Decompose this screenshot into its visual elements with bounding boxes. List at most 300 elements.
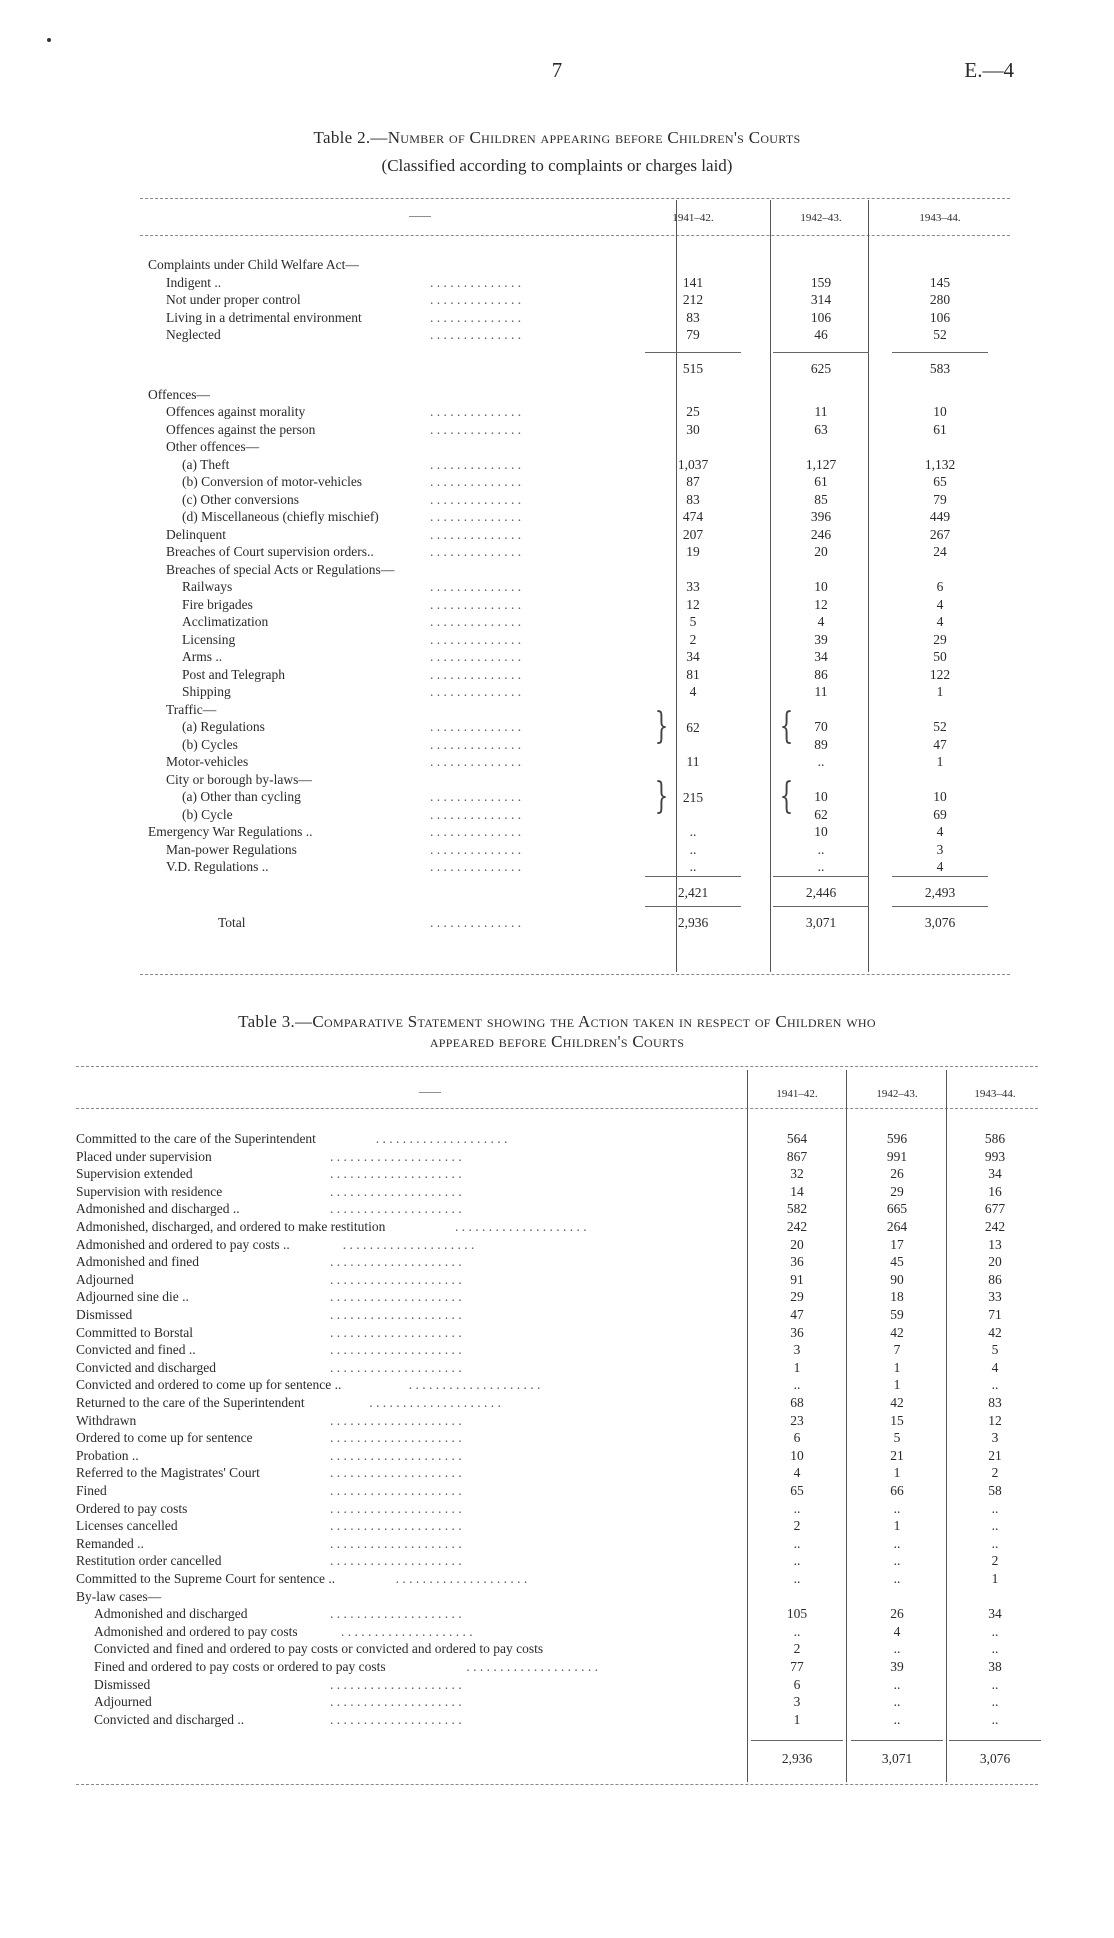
table2-row [148, 456, 1048, 473]
table3-cell: 21 [890, 1447, 904, 1463]
table3-cell: 66 [890, 1483, 904, 1498]
table2-sum-rule [773, 876, 869, 877]
table2-cell: 11 [686, 754, 700, 769]
table3-total-cell: 3,076 [979, 1751, 1011, 1767]
table3-cell: .. [793, 1571, 801, 1586]
table2-row [148, 274, 1048, 291]
table2-row [148, 508, 1048, 525]
table3-cell: 36 [790, 1324, 804, 1340]
table2-cell: 70 [814, 719, 828, 734]
table2-cell: 30 [686, 421, 700, 437]
table2-row-leader: . . . . . . . . . . . . . . [430, 596, 522, 612]
table2-row [148, 561, 1048, 578]
table2-title-prefix: Table 2.— [313, 128, 388, 147]
table3-row-label: Admonished and discharged [94, 1606, 248, 1622]
table3-cell: 23 [790, 1412, 804, 1428]
table2-cell: 4 [936, 614, 944, 629]
page-number: 7 [551, 58, 563, 82]
table2-cell: .. [689, 824, 697, 839]
table2-row-label: (d) Miscellaneous (chiefly mischief) [182, 509, 379, 524]
table3-row-leader: . . . . . . . . . . . . . . . . . . . . [330, 1183, 462, 1199]
table2-row-leader: . . . . . . . . . . . . . . [430, 421, 522, 437]
table3-row-label: Fined [76, 1483, 107, 1498]
table2-row-label: Indigent .. [166, 274, 222, 290]
table3-sum-rule [751, 1740, 843, 1741]
table2-column-header: 1941–42. [672, 212, 714, 224]
table3-row [76, 1130, 1056, 1147]
table3-row-label: Committed to the Supreme Court for sentence .. [76, 1571, 336, 1586]
table2-right-brace: } [654, 706, 669, 747]
table3-cell: 39 [890, 1659, 904, 1674]
table2-row [148, 309, 1048, 326]
table3-cell: 6 [793, 1430, 801, 1446]
table2-title [0, 128, 1114, 148]
table3-cell: 29 [890, 1183, 904, 1199]
table3-cell: .. [893, 1553, 901, 1569]
table2-row-leader: . . . . . . . . . . . . . . [430, 631, 522, 647]
table3-cell: 1 [991, 1571, 999, 1586]
table2-cell: .. [817, 841, 825, 857]
table3-cell: 26 [890, 1166, 904, 1182]
table3-row [76, 1605, 1056, 1622]
table3-row-label: Referred to the Magistrates' Court [76, 1465, 260, 1481]
table3-cell: 12 [988, 1412, 1002, 1428]
table3-cell: .. [793, 1623, 801, 1639]
table2-cell: 5 [689, 614, 697, 629]
table3-row [76, 1570, 1056, 1587]
table2-row-label: (a) Regulations [182, 719, 265, 734]
table2-row-label: Traffic— [166, 701, 217, 717]
table3-cell: 38 [988, 1659, 1002, 1674]
table3-row [76, 1588, 1056, 1605]
table2-cell: 106 [929, 309, 951, 325]
table3-cell: 3 [991, 1430, 999, 1446]
table3-row [76, 1535, 1056, 1552]
table2-row-label: Post and Telegraph [182, 666, 286, 682]
table2-header-blank: —— [409, 210, 431, 222]
table3-row [76, 1288, 1056, 1305]
table2-row [148, 360, 1048, 377]
table3-row [76, 1200, 1056, 1217]
table2-row-leader: . . . . . . . . . . . . . . [430, 491, 522, 507]
table2-cell: 33 [686, 579, 700, 594]
table2-row-label: (c) Other conversions [182, 491, 299, 507]
table2-sum-rule [892, 876, 988, 877]
table2-cell: 10 [814, 789, 828, 804]
table3-total-row [0, 1750, 1114, 1767]
table3-cell: 4 [991, 1359, 999, 1375]
table3-row-leader: . . . . . . . . . . . . . . . . . . . . [466, 1659, 599, 1674]
table3-cell: 10 [790, 1447, 804, 1463]
table3-cell: 32 [790, 1166, 804, 1182]
table2-row-label: (a) Theft [182, 456, 230, 472]
table3-row-label: Withdrawn [76, 1412, 137, 1428]
table3-cell: .. [991, 1535, 999, 1551]
table3-cell: .. [893, 1694, 901, 1710]
table3-title-line2: appeared before Children's Courts [429, 1032, 685, 1051]
table3-cell: 21 [988, 1447, 1002, 1463]
table3-row-leader: . . . . . . . . . . . . . . . . . . . . [330, 1606, 462, 1622]
table2-cell: 34 [814, 649, 828, 664]
table3-row-label: Convicted and fined .. [76, 1342, 196, 1358]
table3-row [76, 1447, 1056, 1464]
table2-column-header: 1943–44. [919, 212, 961, 224]
table2-row-label: Railways [182, 579, 233, 594]
table3-cell: 596 [886, 1131, 908, 1146]
table2-row-leader: . . . . . . . . . . . . . . [430, 754, 522, 769]
table2-row-label: Man-power Regulations [166, 841, 297, 857]
table2-cell: 62 [814, 806, 828, 822]
table3-cell: 5 [991, 1342, 999, 1358]
table3-row-label: Committed to Borstal [76, 1324, 193, 1340]
table3-row-label: By-law cases— [76, 1588, 162, 1604]
table2-row-label: (a) Other than cycling [182, 789, 301, 804]
table3-cell: 34 [988, 1166, 1002, 1182]
table3-cell: 5 [893, 1430, 901, 1446]
table3-header-blank: —— [419, 1086, 441, 1098]
table3-cell: .. [991, 1641, 999, 1657]
table3-cell: 86 [988, 1271, 1002, 1287]
table2-row [148, 788, 1048, 805]
table3-cell: 71 [988, 1307, 1002, 1322]
table3-row-label: Adjourned [76, 1271, 134, 1287]
table2-row-leader: . . . . . . . . . . . . . . [430, 309, 522, 325]
table3-cell: .. [893, 1500, 901, 1516]
table2-cell: 52 [933, 327, 947, 342]
table2-row-label: Not under proper control [166, 292, 301, 307]
table3-row-leader: . . . . . . . . . . . . . . . . . . . . [330, 1465, 462, 1481]
table2-column-header: 1942–43. [800, 212, 842, 224]
table2-cell: 1,132 [924, 456, 956, 472]
table2-cell: 1,127 [805, 456, 837, 472]
table2-cell: 63 [814, 421, 828, 437]
table2-cell: 246 [810, 526, 832, 542]
table2-row [148, 421, 1048, 438]
table3-row-leader: . . . . . . . . . . . . . . . . . . . . [330, 1500, 462, 1516]
table3-row-leader: . . . . . . . . . . . . . . . . . . . . [330, 1307, 462, 1322]
table2-cell: 583 [929, 360, 951, 376]
table2-cell: 47 [933, 736, 947, 752]
table2-cell: 6 [936, 579, 944, 594]
table3-cell: 3 [793, 1342, 801, 1358]
table2-cell: 474 [682, 509, 704, 524]
table3-cell: 1 [893, 1465, 901, 1481]
table2-row-leader: . . . . . . . . . . . . . . [430, 736, 522, 752]
table2-cell: 159 [810, 274, 832, 290]
table2-row [148, 291, 1048, 308]
table3-row-label: Restitution order cancelled [76, 1553, 222, 1569]
table2-row-label: Acclimatization [182, 614, 269, 629]
table2-row-leader: . . . . . . . . . . . . . . [430, 859, 522, 874]
table3-row [76, 1341, 1056, 1358]
table3-row [76, 1658, 1056, 1675]
table3-row-leader: . . . . . . . . . . . . . . . . . . . . [330, 1254, 462, 1270]
table2-left-brace: { [779, 706, 794, 747]
table3-cell: 1 [793, 1711, 801, 1727]
table3-cell: 991 [886, 1148, 908, 1164]
table2-row-label: Licensing [182, 631, 236, 647]
table3-cell: 45 [890, 1254, 904, 1270]
table2-cell: 89 [814, 736, 828, 752]
table2-cell: 3,071 [805, 914, 837, 930]
table3-row-label: Adjourned sine die .. [76, 1289, 189, 1305]
table2-cell: 52 [933, 719, 947, 734]
table3-row [76, 1253, 1056, 1270]
table2-cell: 145 [929, 274, 951, 290]
table3-row [76, 1517, 1056, 1534]
page-mark [47, 38, 51, 42]
table2-cell: 10 [933, 404, 947, 419]
table2-cell: 61 [814, 474, 828, 489]
table2-row-label: Motor-vehicles [166, 754, 249, 769]
table3-cell: 83 [988, 1395, 1002, 1410]
table2-row [148, 526, 1048, 543]
table2-row-leader: . . . . . . . . . . . . . . [430, 666, 522, 682]
table2-row [148, 473, 1048, 490]
table3-row-leader: . . . . . . . . . . . . . . . . . . . . [330, 1412, 462, 1428]
table2-row [148, 631, 1048, 648]
table2-cell: 2,421 [677, 884, 709, 900]
table2-bottom-rule [140, 974, 1010, 975]
table3-cell: 47 [790, 1307, 804, 1322]
table3-cell: 20 [790, 1236, 804, 1252]
table2-row [148, 858, 1048, 875]
table3-row-label: Licenses cancelled [76, 1518, 178, 1534]
table2-sum-rule [892, 352, 988, 353]
table2-cell: 449 [929, 509, 951, 524]
table3-row [76, 1676, 1056, 1693]
table2-row [148, 701, 1048, 718]
table2-row-leader: . . . . . . . . . . . . . . [430, 614, 522, 629]
table2-row-label: V.D. Regulations .. [166, 859, 269, 874]
table3-row-label: Ordered to come up for sentence [76, 1430, 253, 1446]
table3-cell: .. [991, 1518, 999, 1534]
table2-row-leader: . . . . . . . . . . . . . . [430, 649, 522, 664]
table3-cell: 1 [793, 1359, 801, 1375]
table2-row-leader: . . . . . . . . . . . . . . [430, 841, 522, 857]
table3-row-leader: . . . . . . . . . . . . . . . . . . . . [330, 1342, 462, 1358]
table3-row-leader: . . . . . . . . . . . . . . . . . . . . [330, 1483, 462, 1498]
table3-top-rule [76, 1066, 1038, 1067]
table3-cell: 1 [893, 1359, 901, 1375]
table2-sum-rule [645, 906, 741, 907]
table2-row-leader: . . . . . . . . . . . . . . [430, 327, 522, 342]
table3-cell: 91 [790, 1271, 804, 1287]
table3-sum-rule [851, 1740, 943, 1741]
table3-cell: 6 [793, 1676, 801, 1692]
table3-row [76, 1324, 1056, 1341]
table3-cell: 68 [790, 1395, 804, 1410]
table2-cell: 2,446 [805, 884, 837, 900]
table3-cell: 14 [790, 1183, 804, 1199]
table2-row-label: Delinquent [166, 526, 226, 542]
table3-row-label: Convicted and ordered to come up for sentence .. [76, 1377, 342, 1393]
table2-row-leader: . . . . . . . . . . . . . . [430, 684, 522, 699]
table2-cell: 1,037 [677, 456, 709, 472]
table2-row-label: Breaches of special Acts or Regulations— [166, 561, 395, 577]
table3-cell: .. [793, 1500, 801, 1516]
table2-row-label: Living in a detrimental environment [166, 309, 362, 325]
table2-sum-rule [645, 352, 741, 353]
table2-row-label: Neglected [166, 327, 221, 342]
table3-cell: 105 [786, 1606, 808, 1622]
table3-header-rule [76, 1108, 1038, 1109]
table3-cell: 90 [890, 1271, 904, 1287]
table2-cell: 50 [933, 649, 947, 664]
table2-row [148, 914, 1048, 931]
table3-row-label: Supervision with residence [76, 1183, 223, 1199]
table3-cell: 65 [790, 1483, 804, 1498]
table3-cell: .. [793, 1377, 801, 1393]
table3-row-leader: . . . . . . . . . . . . . . . . . . . . [330, 1553, 462, 1569]
table2-cell: 212 [682, 292, 704, 307]
table2-cell: 10 [933, 789, 947, 804]
table3-row-label: Convicted and discharged .. [94, 1711, 245, 1727]
table2-cell: 83 [686, 309, 700, 325]
table2-cell: 81 [686, 666, 700, 682]
table2-cell: 280 [929, 292, 951, 307]
table2-sum-rule [773, 352, 869, 353]
table3-cell: .. [893, 1571, 901, 1586]
table2-row-leader: . . . . . . . . . . . . . . [430, 544, 522, 559]
table3-cell: 2 [793, 1518, 801, 1534]
table3-row-leader: . . . . . . . . . . . . . . . . . . . . [395, 1571, 528, 1586]
table2-row-label: Total [218, 914, 246, 930]
table2-row [148, 491, 1048, 508]
table3-cell: 4 [893, 1623, 901, 1639]
table2-row-leader: . . . . . . . . . . . . . . [430, 274, 522, 290]
table2-row-label: Arms .. [182, 649, 223, 664]
table3-row-label: Admonished and ordered to pay costs .. [76, 1236, 290, 1252]
table3-row [76, 1165, 1056, 1182]
table2-cell: .. [689, 841, 697, 857]
table3-row [76, 1482, 1056, 1499]
table3-row-leader: . . . . . . . . . . . . . . . . . . . . [330, 1430, 462, 1446]
table3-row-leader: . . . . . . . . . . . . . . . . . . . . [330, 1518, 462, 1534]
table3-cell: 4 [793, 1465, 801, 1481]
table3-row-leader: . . . . . . . . . . . . . . . . . . . . [375, 1131, 508, 1146]
table3-cell: .. [991, 1500, 999, 1516]
table3-row-label: Returned to the care of the Superintendent [76, 1395, 305, 1410]
table2-braced-value: 62 [686, 720, 700, 735]
table2-cell: 3,076 [924, 914, 956, 930]
table3-row-leader: . . . . . . . . . . . . . . . . . . . . [369, 1395, 501, 1410]
table3-cell: 34 [988, 1606, 1002, 1622]
table3-row-leader: . . . . . . . . . . . . . . . . . . . . [342, 1236, 475, 1252]
table3-cell: 42 [988, 1324, 1002, 1340]
table3-title-line1 [0, 1012, 1114, 1032]
table3-row-leader: . . . . . . . . . . . . . . . . . . . . [330, 1271, 462, 1287]
table2-cell: 69 [933, 806, 947, 822]
table2-row [148, 841, 1048, 858]
table2-cell: 1 [936, 684, 944, 699]
table3-row [76, 1148, 1056, 1165]
table2-row [148, 736, 1048, 753]
table2-row [148, 438, 1048, 455]
table2-cell: 29 [933, 631, 947, 647]
table2-cell: 85 [814, 491, 828, 507]
table2-row [148, 596, 1048, 613]
table3-row [76, 1552, 1056, 1569]
table2-cell: .. [689, 859, 697, 874]
table2-header-rule [140, 235, 1010, 236]
table3-cell: 33 [988, 1289, 1002, 1305]
table2-row [148, 578, 1048, 595]
table2-row [148, 718, 1048, 735]
table3-row-label: Convicted and fined and ordered to pay costs or convicted and ordered to pay costs [94, 1641, 544, 1657]
table2-cell: 61 [933, 421, 947, 437]
table3-cell: .. [991, 1711, 999, 1727]
table2-cell: 87 [686, 474, 700, 489]
table2-cell: 4 [936, 596, 944, 612]
table3-row-label: Committed to the care of the Superintendent [76, 1131, 316, 1146]
table2-row-leader: . . . . . . . . . . . . . . [430, 824, 522, 839]
table2-row-leader: . . . . . . . . . . . . . . [430, 806, 522, 822]
table3-cell: 7 [893, 1342, 901, 1358]
table2-cell: 2,936 [677, 914, 709, 930]
table3-column-header: 1943–44. [974, 1088, 1016, 1100]
table3-column-header: 1942–43. [876, 1088, 918, 1100]
table2-row-label: (b) Cycles [182, 736, 238, 752]
table2-row [148, 648, 1048, 665]
table3-row [76, 1429, 1056, 1446]
table2-row-leader: . . . . . . . . . . . . . . [430, 456, 522, 472]
table2-row [148, 753, 1048, 770]
table3-cell: 1 [893, 1518, 901, 1534]
table2-cell: 314 [810, 292, 832, 307]
table2-cell: 79 [933, 491, 947, 507]
table3-total-cell: 2,936 [781, 1751, 813, 1767]
table2-cell: 4 [689, 684, 697, 699]
table3-row-label: Fined and ordered to pay costs or ordered to pay costs [94, 1659, 386, 1674]
table3-cell: 264 [886, 1219, 908, 1234]
table3-cell: 15 [890, 1412, 904, 1428]
table3-row [76, 1359, 1056, 1376]
table3-cell: .. [893, 1535, 901, 1551]
table2-cell: 65 [933, 474, 947, 489]
table2-cell: 46 [814, 327, 828, 342]
table3-row-leader: . . . . . . . . . . . . . . . . . . . . [341, 1623, 473, 1639]
table3-cell: 3 [793, 1694, 801, 1710]
document-reference: E.—4 [964, 58, 1014, 82]
table2-cell: .. [817, 859, 825, 874]
table2-sum-rule [773, 906, 869, 907]
table3-cell: 18 [890, 1289, 904, 1305]
table3-cell: 242 [786, 1219, 808, 1234]
table3-cell: 17 [890, 1236, 904, 1252]
table2-cell: 106 [810, 309, 832, 325]
table2-cell: 625 [810, 360, 832, 376]
table2-cell: 2,493 [924, 884, 956, 900]
table3-cell: 42 [890, 1324, 904, 1340]
table3-cell: 582 [786, 1201, 808, 1217]
table2-cell: 24 [933, 544, 947, 559]
table2-cell: 4 [936, 824, 944, 839]
table2-cell: .. [817, 754, 825, 769]
table2-cell: 3 [936, 841, 944, 857]
table3-row-label: Admonished and fined [76, 1254, 199, 1270]
table2-cell: 19 [686, 544, 700, 559]
table2-row-leader: . . . . . . . . . . . . . . [430, 914, 522, 930]
table2-row [148, 326, 1048, 343]
table2-cell: 141 [682, 274, 704, 290]
table2-cell: 39 [814, 631, 828, 647]
table3-cell: .. [893, 1641, 901, 1657]
table3-total-cell: 3,071 [881, 1751, 913, 1767]
table2-cell: 1 [936, 754, 944, 769]
table3-cell: .. [793, 1535, 801, 1551]
table3-row [76, 1464, 1056, 1481]
